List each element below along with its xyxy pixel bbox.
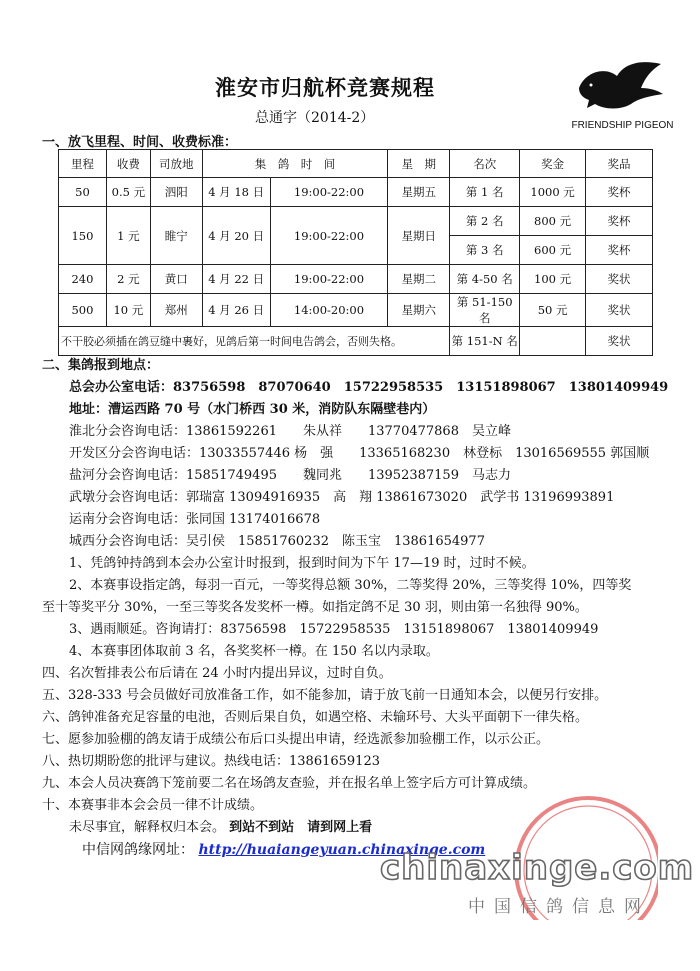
cell-award: 奖状 xyxy=(586,265,653,294)
cell-rank: 第 51-150 名 xyxy=(450,294,520,327)
cell-note: 不干胶必须插在鸽豆缝中裹好，见鸽后第一时间电告鸽会，否则失格。 xyxy=(59,327,450,356)
branch-kaifa: 开发区分会咨询电话：13033557446 杨 强 13365168230 林登标 13016569555 郭国顺 xyxy=(69,446,650,461)
cell-time: 19:00-22:00 xyxy=(270,178,388,207)
schedule-table xyxy=(58,149,653,356)
item-7: 七、愿参加验棚的鸽友请于成绩公布后口头提出申请，经选派参加验棚工作，以示公正。 xyxy=(42,732,550,747)
table-header-row xyxy=(59,150,653,178)
cell-time: 19:00-22:00 xyxy=(270,265,388,294)
cell-time: 14:00-20:00 xyxy=(270,294,388,327)
cell-prize: 600 元 xyxy=(520,236,586,265)
table-row xyxy=(59,294,653,327)
cell-weekday: 星期二 xyxy=(388,265,450,294)
friendship-pigeon-logo xyxy=(565,58,680,131)
cell-distance: 150 xyxy=(59,207,107,265)
cell-award: 奖状 xyxy=(586,294,653,327)
branch-huaibei: 淮北分会咨询电话：13861592261 朱从祥 13770477868 吴立峰 xyxy=(69,424,511,439)
slogan: 到站不到站 请到网上看 xyxy=(229,820,373,835)
cell-award: 奖杯 xyxy=(586,236,653,265)
col-header: 星 期 xyxy=(388,150,450,178)
cell-distance: 240 xyxy=(59,265,107,294)
office-phones: 总会办公室电话：83756598 87070640 15722958535 13151898067 13801409949 xyxy=(69,380,669,395)
watermark-cn: 中国信鸽信息网 xyxy=(468,897,650,917)
col-header: 集 鸽 时 间 xyxy=(202,150,388,178)
cell-rank: 第 151-N 名 xyxy=(450,327,520,356)
item-4: 四、名次暂排表公布后请在 24 小时内提出异议，过时自负。 xyxy=(42,666,392,681)
col-header: 司放地 xyxy=(150,150,202,178)
cell-fee: 2 元 xyxy=(106,265,150,294)
branch-wudun: 武墩分会咨询电话：郭瑞富 13094916935 高 翔 13861673020 武学书 13196993891 xyxy=(69,490,615,505)
cell-place: 黄口 xyxy=(150,265,202,294)
branch-yanhe: 盐河分会咨询电话：15851749495 魏同兆 13952387159 马志力 xyxy=(69,468,511,483)
closing-text: 未尽事宜，解释权归本会。 xyxy=(69,820,226,835)
cell-prize xyxy=(520,327,586,356)
cell-distance: 500 xyxy=(59,294,107,327)
page-title: 淮安市归航杯竞赛规程 xyxy=(215,75,435,100)
cell-rank: 第 3 名 xyxy=(450,236,520,265)
cell-award: 奖杯 xyxy=(586,178,653,207)
item-9: 九、本会人员决赛鸽下笼前要二名在场鸽友查验，并在报名单上签字后方可计算成绩。 xyxy=(42,776,537,791)
cell-date: 4 月 26 日 xyxy=(202,294,270,327)
rule-2b: 至十等奖平分 30%，一至三等奖各发奖杯一樽。如指定鸽不足 30 羽，则由第一名独得 90%。 xyxy=(42,600,588,615)
cell-weekday: 星期五 xyxy=(388,178,450,207)
cell-fee: 1 元 xyxy=(106,207,150,265)
rule-3: 3、遇雨顺延。咨询请打：83756598 15722958535 13151898067 13801409949 xyxy=(69,622,599,637)
cell-weekday: 星期六 xyxy=(388,294,450,327)
pigeon-icon xyxy=(565,58,680,114)
item-8: 八、热切期盼您的批评与建议。热线电话：13861659123 xyxy=(42,754,380,769)
rule-4: 4、本赛事团体取前 3 名，各奖奖杯一樽。在 150 名以内录取。 xyxy=(69,644,439,659)
table-note-row xyxy=(59,327,653,356)
cell-date: 4 月 20 日 xyxy=(202,207,270,265)
rule-1: 1、凭鸽钟持鸽到本会办公室计时报到，报到时间为下午 17—19 时，过时不候。 xyxy=(69,556,535,571)
address: 地址：漕运西路 70 号（水门桥西 30 米，消防队东隔壁巷内） xyxy=(69,402,436,417)
item-10: 十、本赛事非本会会员一律不计成绩。 xyxy=(42,798,264,813)
col-header: 里程 xyxy=(59,150,107,178)
cell-fee: 10 元 xyxy=(106,294,150,327)
branch-chengxi: 城西分会咨询电话：吴引侯 15851760232 陈玉宝 13861654977 xyxy=(69,534,485,549)
cell-date: 4 月 18 日 xyxy=(202,178,270,207)
cell-rank: 第 4-50 名 xyxy=(450,265,520,294)
cell-place: 泗阳 xyxy=(150,178,202,207)
logo-text: FRIENDSHIP PIGEON xyxy=(571,120,674,131)
cell-rank: 第 2 名 xyxy=(450,207,520,236)
cell-fee: 0.5 元 xyxy=(106,178,150,207)
cell-place: 睢宁 xyxy=(150,207,202,265)
table-row xyxy=(59,265,653,294)
website-link[interactable]: http://huaiangeyuan.chinaxinge.com xyxy=(198,842,486,858)
section-2-heading: 二、集鸽报到地点： xyxy=(42,358,160,373)
cell-prize: 50 元 xyxy=(520,294,586,327)
cell-place: 郑州 xyxy=(150,294,202,327)
cell-award: 奖状 xyxy=(586,327,653,356)
cell-weekday: 星期日 xyxy=(388,207,450,265)
section-1-heading: 一、放飞里程、时间、收费标准： xyxy=(42,135,238,150)
cell-distance: 50 xyxy=(59,178,107,207)
cell-prize: 100 元 xyxy=(520,265,586,294)
cell-prize: 800 元 xyxy=(520,207,586,236)
website-label: 中信网鸽缘网址： xyxy=(82,842,194,858)
cell-date: 4 月 22 日 xyxy=(202,265,270,294)
rules-body xyxy=(42,355,682,861)
page-subtitle: 总通字（2014-2） xyxy=(255,110,375,126)
rule-2a: 2、本赛事设指定鸽，每羽一百元，一等奖得总额 30%，二等奖得 20%，三等奖得 10%，四等奖 xyxy=(69,578,632,593)
col-header: 奖金 xyxy=(520,150,586,178)
watermark-domain: chinaxinge.com xyxy=(380,848,695,888)
table-row xyxy=(59,207,653,236)
cell-prize: 1000 元 xyxy=(520,178,586,207)
cell-award: 奖杯 xyxy=(586,207,653,236)
item-5: 五、328-333 号会员做好司放准备工作，如不能参加，请于放飞前一日通知本会，以便另行安排。 xyxy=(42,688,608,703)
col-header: 奖品 xyxy=(586,150,653,178)
branch-yunnan: 运南分会咨询电话：张同国 13174016678 xyxy=(69,512,321,527)
table-row xyxy=(59,178,653,207)
cell-rank: 第 1 名 xyxy=(450,178,520,207)
col-header: 名次 xyxy=(450,150,520,178)
col-header: 收费 xyxy=(106,150,150,178)
item-6: 六、鸽钟准备充足容量的电池，否则后果自负，如遇空格、未输环号、大头平面朝下一律失格。 xyxy=(42,710,589,725)
cell-time: 19:00-22:00 xyxy=(270,207,388,265)
